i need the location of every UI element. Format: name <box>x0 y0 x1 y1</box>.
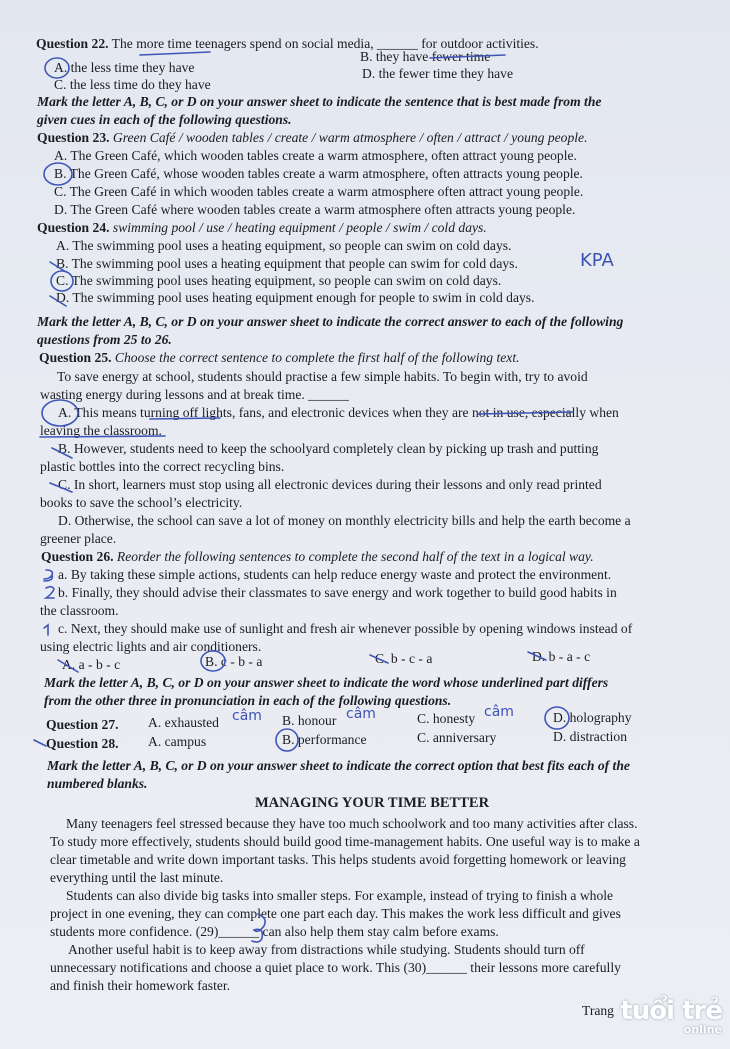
q24-option-b[interactable]: B. The swimming pool uses a heating equipment that people can swim for cold days. <box>56 256 518 271</box>
q23-option-d[interactable]: D. The Green Café where wooden tables create a warm atmosphere often attracts young people. <box>54 202 576 217</box>
mark-q26-order-2 <box>46 587 54 598</box>
q25-option-a-cont: leaving the classroom. <box>40 423 162 438</box>
q24-cues: swimming pool / use / heating equipment / people / swim / cold days. <box>109 220 487 235</box>
q26-option-b[interactable]: B. c - b - a <box>205 654 263 669</box>
passage-line: Another useful habit is to keep away from distractions while studying. Students should turn off <box>68 942 585 957</box>
page-footer: Trang <box>582 1003 614 1018</box>
passage-line: everything until the last minute. <box>50 870 224 885</box>
handwritten-note-cam-1: câm <box>232 708 262 724</box>
q25-passage-line2: wasting energy during lessons and at break time. ______ <box>40 387 349 402</box>
q28-option-c[interactable]: C. anniversary <box>417 730 497 745</box>
q24-label: Question 24. <box>37 220 110 235</box>
q26-sentence-c-cont: using electric lights and air conditioners. <box>40 639 262 654</box>
q25-option-d[interactable]: D. Otherwise, the school can save a lot of money on monthly electricity bills and help the earth become a <box>58 513 631 528</box>
q24-option-a[interactable]: A. The swimming pool uses a heating equipment, so people can swim on cold days. <box>56 238 512 253</box>
q28-option-d[interactable]: D. distraction <box>553 729 627 744</box>
q28-option-b[interactable]: B. performance <box>282 732 367 747</box>
q25-option-a[interactable]: A. This means turning off lights, fans, and electronic devices when they are not in use, especially when <box>58 405 619 420</box>
passage-title: MANAGING YOUR TIME BETTER <box>255 795 490 811</box>
q27-option-d[interactable]: D. holography <box>553 710 632 725</box>
passage-line: clear timetable and write down important tasks. This helps students avoid forgetting homework or leaving <box>50 852 626 867</box>
q26-prompt: Reorder the following sentences to complete the second half of the text in a logical way. <box>113 549 594 564</box>
q23-option-a[interactable]: A. The Green Café, which wooden tables create a warm atmosphere, often attract young people. <box>54 148 577 163</box>
q26-label: Question 26. <box>41 549 114 564</box>
mark-q26-order-1 <box>44 625 48 635</box>
q25-option-b[interactable]: B. However, students need to keep the schoolyard completely clean by picking up trash and putting <box>58 441 599 456</box>
tuoi-tre-online-logo <box>620 998 722 1035</box>
q22-text: The more time teenagers spend on social media, ______ for outdoor activities. <box>108 36 539 51</box>
logo-sub: online <box>683 1023 722 1036</box>
handwritten-note-cam-3: câm <box>484 704 514 720</box>
q22-option-c[interactable]: C. the less time do they have <box>54 77 211 92</box>
q25-label: Question 25. <box>39 350 112 365</box>
passage-line-blank-30: unnecessary notifications and choose a quiet place to work. This (30)______ their lessons more carefully <box>50 960 621 975</box>
q25-option-b-cont: plastic bottles into the correct recycling bins. <box>40 459 285 474</box>
q23-option-b[interactable]: B. The Green Café, whose wooden tables create a warm atmosphere, often attracts young people. <box>54 166 583 181</box>
instruction-2-line2: questions from 25 to 26. <box>37 332 172 347</box>
q23-stem <box>37 130 588 146</box>
q27-option-a[interactable]: A. exhausted <box>148 715 219 730</box>
q26-sentence-b-cont: the classroom. <box>40 603 119 618</box>
instruction-2-line1: Mark the letter A, B, C, or D on your answer sheet to indicate the correct answer to each of the following <box>37 314 624 329</box>
q24-option-c[interactable]: C. The swimming pool uses heating equipment, so people can swim on cold days. <box>56 273 502 288</box>
q23-label: Question 23. <box>37 130 110 145</box>
handwritten-note-cam-2: câm <box>346 706 376 722</box>
q26-option-c[interactable]: C. b - c - a <box>375 651 433 666</box>
q24-stem <box>37 220 487 236</box>
logo-name: tuổi trẻ <box>620 996 722 1026</box>
mark-q26-order-3 <box>44 570 52 581</box>
q25-option-c-cont: books to save the school’s electricity. <box>40 495 243 510</box>
instruction-3-line1: Mark the letter A, B, C, or D on your answer sheet to indicate the word whose underlined part differs <box>44 675 609 690</box>
q22-label: Question 22. <box>36 36 109 51</box>
q28-label: Question 28. <box>46 736 119 751</box>
handwritten-note-kpa: KPA <box>580 250 614 271</box>
passage-line: project in one evening, they can complete one part each day. This makes the work less difficult and gives <box>50 906 621 921</box>
q25-prompt: Choose the correct sentence to complete the first half of the following text. <box>111 350 520 365</box>
q27-option-c[interactable]: C. honesty <box>417 711 476 726</box>
q23-option-c[interactable]: C. The Green Café in which wooden tables create a warm atmosphere often attract young people. <box>54 184 584 199</box>
q22-option-a[interactable]: A. the less time they have <box>54 60 195 75</box>
q26-stem <box>41 549 594 565</box>
q24-option-d[interactable]: D. The swimming pool uses heating equipment enough for people to swim in cold days. <box>56 290 535 305</box>
q28-option-a[interactable]: A. campus <box>148 734 207 749</box>
instruction-4-line2: numbered blanks. <box>47 776 148 791</box>
strike-q28-label <box>34 740 46 746</box>
q25-stem <box>39 350 520 366</box>
q26-option-a[interactable]: A. a - b - c <box>62 657 121 672</box>
q26-sentence-a: a. By taking these simple actions, students can help reduce energy waste and protect the environment. <box>58 567 612 582</box>
passage-line-blank-29: students more confidence. (29)______ can also help them stay calm before exams. <box>50 924 499 939</box>
instruction-4-line1: Mark the letter A, B, C, or D on your answer sheet to indicate the correct option that best fits each of the <box>47 758 630 773</box>
q22-option-d[interactable]: D. the fewer time they have <box>362 66 513 81</box>
passage-line: Many teenagers feel stressed because they have too much schoolwork and too many activities after class. <box>66 816 638 831</box>
passage-line: and finish their homework faster. <box>50 978 231 993</box>
instruction-1-line2: given cues in each of the following questions. <box>37 112 292 127</box>
q22-option-b[interactable]: B. they have fewer time <box>360 49 491 64</box>
passage-line: Students can also divide big tasks into smaller steps. For example, instead of trying to finish a whole <box>66 888 614 903</box>
q25-option-d-cont: greener place. <box>40 531 117 546</box>
q25-option-c[interactable]: C. In short, learners must stop using all electronic devices during their lessons and only read printed <box>58 477 602 492</box>
instruction-3-line2: from the other three in pronunciation in each of the following questions. <box>44 693 452 708</box>
instruction-1-line1: Mark the letter A, B, C, or D on your answer sheet to indicate the sentence that is best made from the <box>37 94 602 109</box>
q26-option-d[interactable]: D. b - a - c <box>532 649 591 664</box>
q27-label: Question 27. <box>46 717 119 732</box>
q23-cues: Green Café / wooden tables / create / warm atmosphere / often / attract / young people. <box>109 130 588 145</box>
q27-option-b[interactable]: B. honour <box>282 713 337 728</box>
q26-sentence-c: c. Next, they should make use of sunlight and fresh air whenever possible by opening windows instead of <box>58 621 633 636</box>
passage-line: To study more effectively, students should build good time-management habits. One useful way is to make a <box>50 834 640 849</box>
q25-passage-line1: To save energy at school, students should practise a few simple habits. To begin with, try to avoid <box>57 369 588 384</box>
q26-sentence-b: b. Finally, they should advise their classmates to save energy and work together to build good habits in <box>58 585 617 600</box>
